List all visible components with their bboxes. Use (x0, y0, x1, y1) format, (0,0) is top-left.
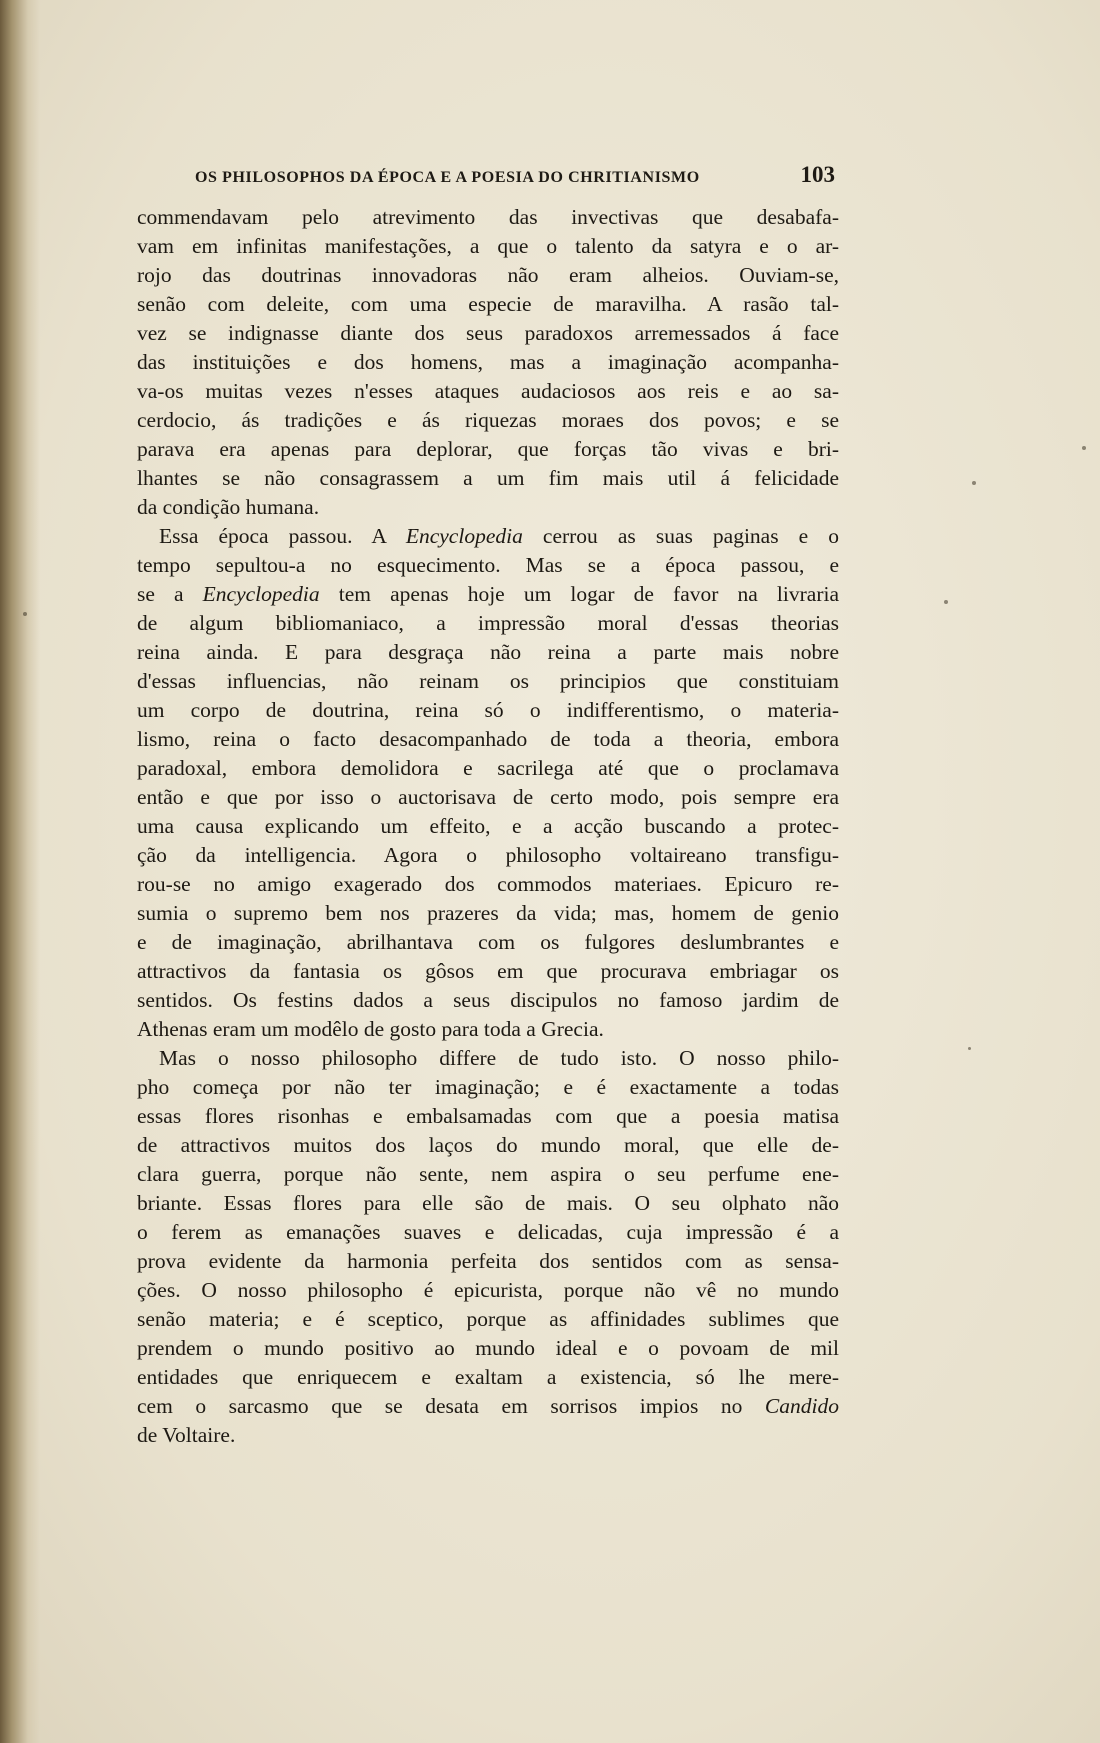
text-line: Essa época passou. A Encyclopedia cerrou as suas paginas e o (159, 524, 840, 548)
text-line: Athenas eram um modêlo de gosto para toda a Grecia. (137, 1017, 604, 1041)
text-line: vam em infinitas manifestações, a que o talento da satyra e o ar- (137, 234, 839, 258)
paper-speck (944, 600, 948, 604)
text-line: um corpo de doutrina, reina só o indifferentismo, o materia- (137, 698, 839, 722)
italic-title: Candido (764, 1394, 839, 1418)
text-line: ção da intelligencia. Agora o philosopho voltaireano transfigu- (137, 843, 839, 867)
text-line: senão com deleite, com uma especie de maravilha. A rasão tal- (137, 292, 839, 316)
text-line: essas flores risonhas e embalsamadas com que a poesia matisa (137, 1104, 839, 1128)
text-line: prendem o mundo positivo ao mundo ideal e o povoam de mil (137, 1336, 839, 1360)
text-line: clara guerra, porque não sente, nem aspira o seu perfume ene- (137, 1162, 839, 1186)
paragraph-3 (137, 1044, 839, 1450)
italic-title: Encyclopedia (202, 582, 320, 606)
text-line: vez se indignasse diante dos seus paradoxos arremessados á face (137, 321, 839, 345)
body-text (137, 203, 839, 1450)
text-line: va-os muitas vezes n'esses ataques audaciosos aos reis e ao sa- (137, 379, 839, 403)
paragraph-1 (137, 203, 839, 522)
text-line: parava era apenas para deplorar, que forças tão vivas e bri- (137, 437, 839, 461)
text-line: da condição humana. (137, 495, 320, 519)
text-line: d'essas influencias, não reinam os principios que constituiam (137, 669, 839, 693)
text-line: reina ainda. E para desgraça não reina a parte mais nobre (137, 640, 839, 664)
paper-speck (23, 612, 27, 616)
paper-speck (972, 481, 976, 485)
text-line: cem o sarcasmo que se desata em sorrisos impios no Candido (137, 1394, 839, 1418)
running-head-title: OS PHILOSOPHOS DA ÉPOCA E A POESIA DO CHRITIANISMO (195, 169, 700, 186)
running-head (195, 162, 835, 188)
text-line: lismo, reina o facto desacompanhado de toda a theoria, embora (137, 727, 839, 751)
text-line: então e que por isso o auctorisava de certo modo, pois sempre era (137, 785, 839, 809)
text-line: sumia o supremo bem nos prazeres da vida; mas, homem de genio (137, 901, 839, 925)
paper-speck (968, 1047, 971, 1050)
text-line: senão materia; e é sceptico, porque as affinidades sublimes que (137, 1307, 839, 1331)
text-line: ções. O nosso philosopho é epicurista, porque não vê no mundo (137, 1278, 839, 1302)
text-line: tempo sepultou-a no esquecimento. Mas se a época passou, e (137, 553, 839, 577)
text-line: briante. Essas flores para elle são de mais. O seu olphato não (137, 1191, 839, 1215)
text-line: attractivos da fantasia os gôsos em que procurava embriagar os (137, 959, 839, 983)
text-line: pho começa por não ter imaginação; e é exactamente a todas (137, 1075, 839, 1099)
text-line: prova evidente da harmonia perfeita dos sentidos com as sensa- (137, 1249, 839, 1273)
text-line: sentidos. Os festins dados a seus discipulos no famoso jardim de (137, 988, 839, 1012)
text-line: se a Encyclopedia tem apenas hoje um logar de favor na livraria (137, 582, 839, 606)
text-line: de algum bibliomaniaco, a impressão moral d'essas theorias (137, 611, 839, 635)
text-line: de attractivos muitos dos laços do mundo moral, que elle de- (137, 1133, 839, 1157)
page-number: 103 (800, 162, 835, 187)
text-line: lhantes se não consagrassem a um fim mais util á felicidade (137, 466, 839, 490)
text-line: o ferem as emanações suaves e delicadas, cuja impressão é a (137, 1220, 839, 1244)
text-line: de Voltaire. (137, 1423, 236, 1447)
text-line: Mas o nosso philosopho differe de tudo isto. O nosso philo- (159, 1046, 839, 1070)
text-line: rou-se no amigo exagerado dos commodos materiaes. Epicuro re- (137, 872, 839, 896)
paper-speck (1082, 446, 1086, 450)
text-line: commendavam pelo atrevimento das invectivas que desabafa- (137, 205, 839, 229)
text-line: das instituições e dos homens, mas a imaginação acompanha- (137, 350, 839, 374)
text-line: uma causa explicando um effeito, e a acção buscando a protec- (137, 814, 839, 838)
italic-title: Encyclopedia (405, 524, 523, 548)
text-line: entidades que enriquecem e exaltam a existencia, só lhe mere- (137, 1365, 839, 1389)
text-line: cerdocio, ás tradições e ás riquezas moraes dos povos; e se (137, 408, 839, 432)
text-line: e de imaginação, abrilhantava com os fulgores deslumbrantes e (137, 930, 839, 954)
paragraph-2 (137, 522, 839, 1044)
text-line: rojo das doutrinas innovadoras não eram alheios. Ouviam-se, (137, 263, 839, 287)
binding-shadow (0, 0, 40, 1743)
text-line: paradoxal, embora demolidora e sacrilega até que o proclamava (137, 756, 839, 780)
